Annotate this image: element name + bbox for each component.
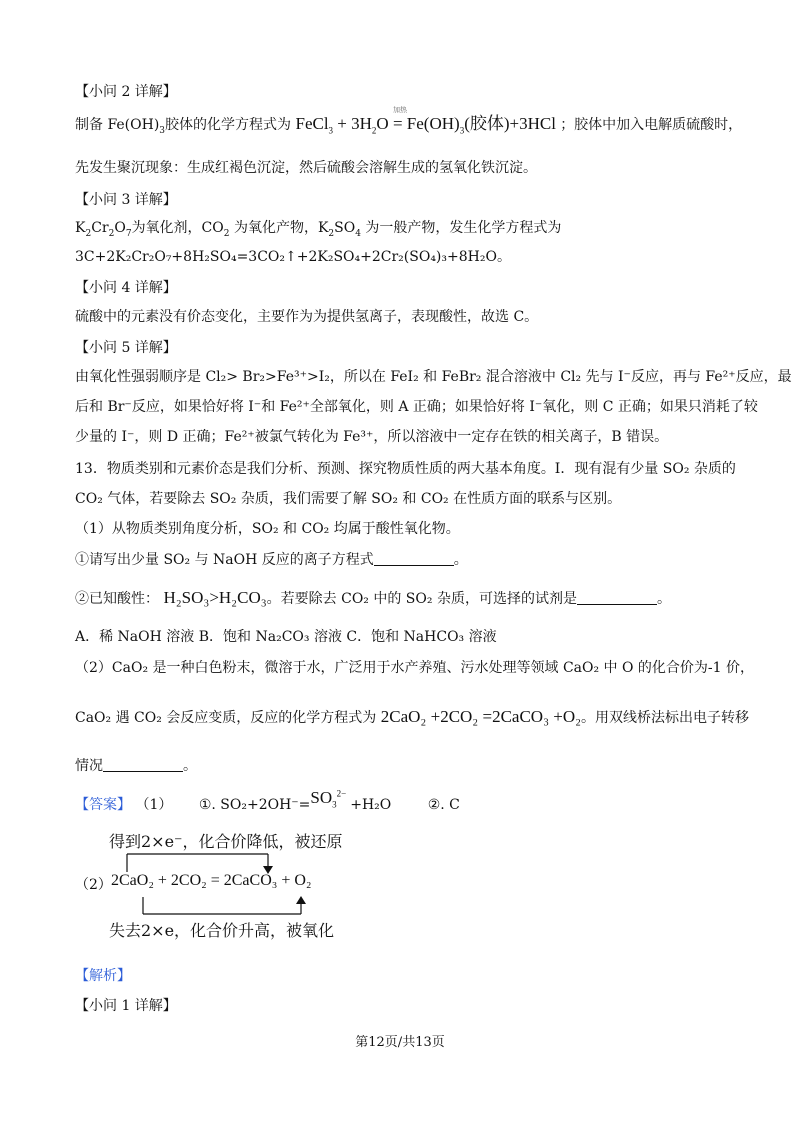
answer-blank[interactable] [103, 757, 183, 772]
heading-q1: 【小问 1 详解】 [75, 998, 177, 1014]
answer-blank[interactable] [374, 551, 454, 566]
lose-electrons-label: 失去2×e，化合价升高，被氧化 [109, 921, 335, 940]
electron-transfer-diagram [75, 826, 375, 946]
q13-part1-intro: （1）从物质类别角度分析，SO₂ 和 CO₂ 均属于酸性氧化物。 [75, 521, 460, 537]
q13-stem-line1: 13．物质类别和元素价态是我们分析、预测、探究物质性质的两大基本角度。I．现有混有少量 SO₂ 杂质的 [75, 461, 736, 477]
fecl3-equation: FeCl$_3$ + $3H_2O$ 加热 = $Fe(OH)_3$(胶体)+3HCl [295, 106, 556, 136]
q13-part2-line1: （2）CaO₂ 是一种白色粉末，微溶于水，广泛用于水产养殖、污水处理等领域 CaO₂ 中 O 的化合价为-1 价， [75, 660, 755, 676]
gain-electrons-label: 得到2×e⁻，化合价降低，被还原 [109, 832, 343, 851]
page-footer: 第12页/共13页 [355, 1035, 445, 1050]
answer-2-label: （2） [75, 877, 112, 893]
q13-options: A．稀 NaOH 溶液 B．饱和 Na₂CO₃ 溶液 C．饱和 NaHCO₃ 溶液 [75, 629, 497, 645]
diagram-equation: 2CaO₂ + 2CO₂ = 2CaCO₃ + O₂ [111, 872, 312, 889]
q13-part2-line3: 情况 。 [75, 758, 197, 774]
answer-label: 【答案】 [75, 797, 131, 813]
q3-detail-line1: $K_2Cr_2O_7$为氧化剂，$CO_2$ 为氧化产物，$K_2SO_4$ 为一般产物，发生化学方程式为 [75, 220, 562, 239]
cao2-equation: 2CaO₂ +2CO₂ =2CaCO₃ +O₂ [380, 707, 582, 726]
answer-blank[interactable] [577, 590, 657, 605]
q13-stem-line2: CO₂ 气体，若要除去 SO₂ 杂质，我们需要了解 SO₂ 和 CO₂ 在性质方面的联系与区别。 [75, 491, 622, 507]
q2-detail-line2: 先发生聚沉现象：生成红褐色沉淀，然后硫酸会溶解生成的氢氧化铁沉淀。 [75, 160, 537, 176]
q13-part1b: ②已知酸性： H₂SO₃>H₂CO₃。若要除去 CO₂ 中的 SO₂ 杂质，可选择的试剂是 。 [75, 588, 671, 607]
heading-q2: 【小问 2 详解】 [75, 84, 177, 100]
q3-detail-line2: 3C+2K₂Cr₂O₇+8H₂SO₄=3CO₂↑+2K₂SO₄+2Cr₂(SO₄)₃+8H₂O。 [75, 249, 511, 265]
answer-line: 【答案】 （1） ①. $SO_2+2OH^-=SO_3^{2-}+H_2O$ ②. C [75, 788, 460, 813]
analysis-label: 【解析】 [75, 968, 131, 984]
q13-part1a: ①请写出少量 SO₂ 与 NaOH 反应的离子方程式 。 [75, 552, 468, 568]
q5-detail-line1: 由氧化性强弱顺序是 Cl₂> Br₂>Fe³⁺>I₂，所以在 FeI₂ 和 FeBr₂ 混合溶液中 Cl₂ 先与 I⁻反应，再与 Fe²⁺反应，最 [75, 369, 792, 385]
q4-detail-line1: 硫酸中的元素没有价态变化，主要作为为提供氢离子，表现酸性，故选 C。 [75, 309, 539, 325]
q5-detail-line2: 后和 Br⁻反应，如果恰好将 I⁻和 Fe²⁺全部氧化，则 A 正确；如果恰好将 I⁻氧化，则 C 正确；如果只消耗了较 [75, 399, 758, 415]
acidity-formula: H₂SO₃>H₂CO₃ [163, 588, 267, 607]
heading-q5: 【小问 5 详解】 [75, 340, 177, 356]
q5-detail-line3: 少量的 I⁻，则 D 正确；Fe²⁺被氯气转化为 Fe³⁺，所以溶液中一定存在铁的相关离子，B 错误。 [75, 429, 669, 445]
heading-q4: 【小问 4 详解】 [75, 280, 177, 296]
heading-q3: 【小问 3 详解】 [75, 192, 177, 208]
q13-part2-line2: CaO₂ 遇 CO₂ 会反应变质，反应的化学方程式为 2CaO₂ +2CO₂ =2CaCO₃ +O₂。用双线桥法标出电子转移 [75, 707, 750, 726]
q2-detail-line1: 制备 $Fe(OH)_3$胶体的化学方程式为 FeCl$_3$ + $3H_2O$ 加热 = $Fe(OH)_3$(胶体)+3HCl ；胶体中加入电解质硫酸时， [75, 106, 743, 136]
